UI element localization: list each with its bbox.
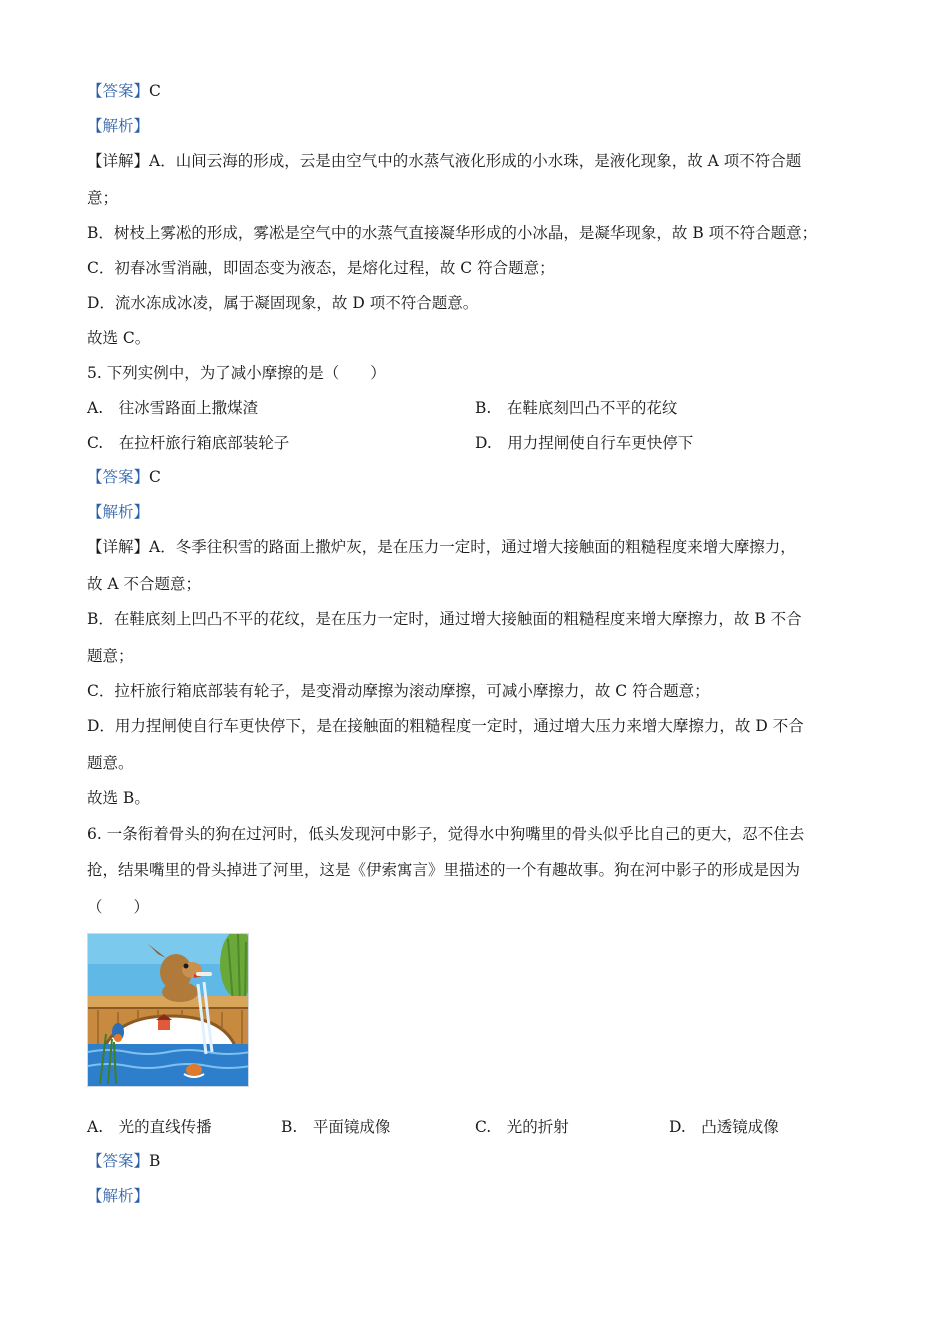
q4-answer-line (87, 81, 161, 101)
analysis-tag: 【解析】 (87, 1187, 150, 1205)
detail-tag: 【详解】 (87, 152, 150, 170)
answer-value: B (149, 1152, 161, 1170)
q5-detail-d2: 题意。 (87, 754, 134, 772)
answer-value: C (149, 468, 161, 486)
q4-detail-a1 (87, 151, 801, 171)
answer-value: C (149, 82, 161, 100)
q5-answer-line (87, 467, 161, 487)
q4-detail-d: D．流水冻成冰凌，属于凝固现象，故 D 项不符合题意。 (87, 294, 479, 312)
q5-detail-a1 (87, 537, 796, 557)
detail-tag: 【详解】 (87, 538, 150, 556)
q6-stem-line2: 抢，结果嘴里的骨头掉进了河里，这是《伊索寓言》里描述的一个有趣故事。狗在河中影子的形成是因为 (87, 861, 801, 879)
q4-analysis-line (87, 116, 149, 136)
q5-detail-b2: 题意； (87, 647, 134, 665)
q6-option-b: B. 平面镜成像 (281, 1118, 391, 1136)
q4-detail-c: C．初春冰雪消融，即固态变为液态，是熔化过程，故 C 符合题意； (87, 259, 555, 277)
q5-stem: 5. 下列实例中，为了减小摩擦的是（ ） (87, 364, 386, 382)
q5-option-c: C. 在拉杆旅行箱底部装轮子 (87, 434, 290, 452)
q6-stem-line3: （ ） (87, 898, 150, 916)
answer-tag: 【答案】 (87, 82, 150, 100)
detail-text: A．冬季往积雪的路面上撒炉灰，是在压力一定时，通过增大接触面的粗糙程度来增大摩擦力， (149, 538, 796, 556)
q5-detail-d1: D．用力捏闸使自行车更快停下，是在接触面的粗糙程度一定时，通过增大压力来增大摩擦力，故 D 不合 (87, 717, 804, 735)
q5-detail-b1: B．在鞋底刻上凹凸不平的花纹，是在压力一定时，通过增大接触面的粗糙程度来增大摩擦力，故 B 不合 (87, 610, 802, 628)
q5-option-b: B. 在鞋底刻凹凸不平的花纹 (475, 399, 678, 417)
q5-detail-c: C．拉杆旅行箱底部装有轮子，是变滑动摩擦为滚动摩擦，可减小摩擦力，故 C 符合题意； (87, 682, 710, 700)
q5-conclusion: 故选 B。 (87, 789, 150, 807)
analysis-tag: 【解析】 (87, 117, 150, 135)
q6-answer-line (87, 1151, 160, 1171)
q6-option-c: C. 光的折射 (475, 1118, 569, 1136)
q6-analysis-line (87, 1186, 149, 1206)
q5-option-d: D. 用力捏闸使自行车更快停下 (475, 434, 694, 452)
q5-detail-a2: 故 A 不合题意； (87, 575, 202, 593)
q5-analysis-line (87, 502, 149, 522)
q6-option-a: A. 光的直线传播 (87, 1118, 212, 1136)
q4-detail-b: B．树枝上雾凇的形成，雾凇是空气中的水蒸气直接凝华形成的小冰晶，是凝华现象，故 B 项不符合题意； (87, 224, 818, 242)
detail-text: A．山间云海的形成，云是由空气中的水蒸气液化形成的小水珠，是液化现象，故 A 项不符合题 (149, 152, 802, 170)
q6-option-d: D. 凸透镜成像 (669, 1118, 779, 1136)
dog-on-bridge-illustration (87, 933, 249, 1087)
q4-detail-a2: 意； (87, 189, 119, 207)
analysis-tag: 【解析】 (87, 503, 150, 521)
q4-conclusion: 故选 C。 (87, 329, 151, 347)
answer-tag: 【答案】 (87, 468, 150, 486)
q6-stem-line1: 6. 一条衔着骨头的狗在过河时，低头发现河中影子，觉得水中狗嘴里的骨头似乎比自己的更大，忍不住去 (87, 825, 805, 843)
answer-tag: 【答案】 (87, 1152, 150, 1170)
q5-option-a: A. 往冰雪路面上撒煤渣 (87, 399, 259, 417)
